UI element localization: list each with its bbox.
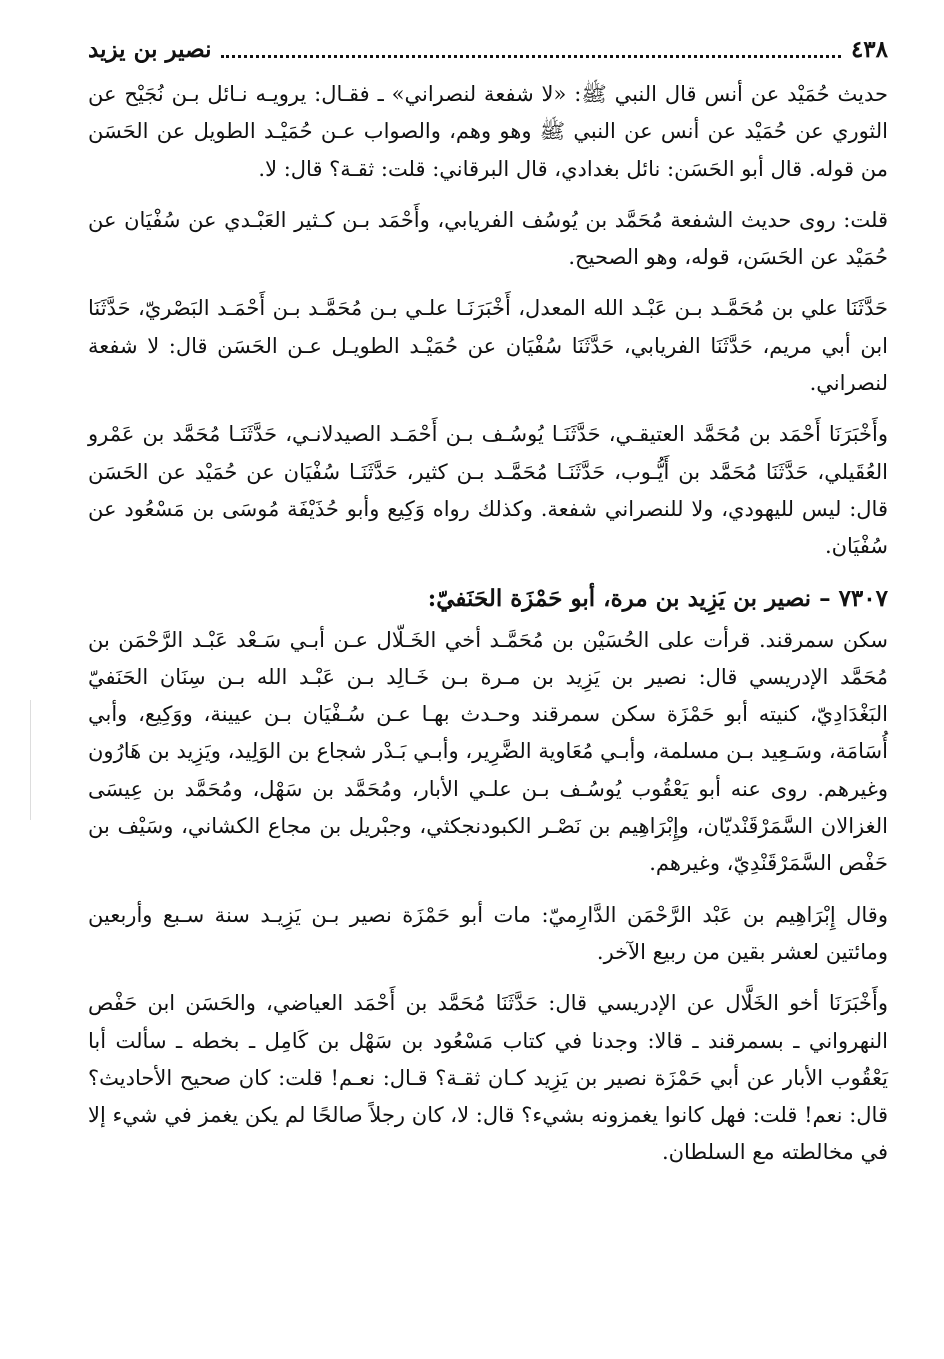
running-title: نصير بن يزيد — [88, 36, 212, 63]
paragraph: حَدَّثَنَا علي بن مُحَمَّـد بـن عَبْـد الله المعدل، أَخْبَرَنَـا علـي بـن مُحَمَّـد بـن أَحْمَـد البَصْريّ، حَدَّثَنَا ابن أبي مريم، حَدَّثَنَا الفريابي، حَدَّثَنَا سُفْيَان عن حُمَيْـد الطويـل عـن الحَسَن قال: لا شفعة لنصراني. — [88, 296, 888, 396]
scan-margin-mark — [30, 700, 31, 820]
header-dotted-leader — [221, 55, 840, 58]
book-page — [88, 30, 888, 1186]
entry-paragraph: سكن سمرقند. قرأت على الحُسَيْن بن مُحَمَّـد أخي الخَـلّال عـن أبـي سَـعْد عَبْـد الرَّحْمَن بن مُحَمَّد الإدريسي قال: نصير بن يَزِيد بن مـرة بـن خَـالِد بـن عَبْـد الله بـن سِنَان الحَنَفيّ البَغْدَادِيّ، كنيته أبو حَمْزَة سكن سمرقند وحـدث بهـا عـن سُـفْيَان بـن عيينة، ووَكِيع، وأبي أُسَامَة، وسَـعِيد بـن مسلمة، وأبـي مُعَاوية الضَّرِير، وأبـي بَـدْر شجاع بن الوَلِيد، ويَزِيد بن هَارُون وغيرهم. روى عنه أبو يَعْقُوب يُوسُـف بـن علـي الأبار، ومُحَمَّد بن سَهْل، ومُحَمَّد بن عِيسَى الغزالان السَّمَرْقَنْديّان، وإِبْرَاهِيم بن نَصْـر الكبودنجكثي، وجبْريل بن مجاع الكشاني، وسَيْف بن حَفْص السَّمَرْقَنْدِيّ، وغيرهم. — [88, 627, 888, 876]
paragraph: قلت: روى حديث الشفعة مُحَمَّد بن يُوسُف الفريابي، وأَحْمَد بـن كـثير العَبْـدي عن سُفْيَان عن حُمَيْد عن الحَسَن، قوله، وهو الصحيح. — [88, 207, 888, 270]
running-header — [88, 30, 888, 70]
entry-heading: ٧٣٠٧ – نصير بن يَزِيد بن مرة، أبو حَمْزَة الحَنَفيّ: — [427, 584, 888, 612]
paragraph: حديث حُمَيْد عن أنس قال النبي ﷺ: «لا شفعة لنصراني» ـ فقـال: يرويـه نـائل بـن نُجَيْح عن الثوري عن حُمَيْد عن أنس عن النبي ﷺ وهو وهم، والصواب عـن حُمَيْـد الطويل عن الحَسَن من قوله. قال أبو الحَسَن: نائل بغدادي، قال البرقاني: قلت: ثقـة؟ قال: لا. — [88, 82, 888, 181]
entry-paragraph: وأَخْبَرَنَا أخو الخَلَّال عن الإدريسي قال: حَدَّثَنَا مُحَمَّد بن أَحْمَد العياضي، والحَسَن ابن حَفْص النهرواني ـ بسمرقند ـ قالا: وجدنا في كتاب مَسْعُود بن سَهْل بن كَامِل ـ بخطه ـ سألت أبا يَعْقُوب الأبار عن أبي حَمْزَة نصير بن يَزِيد كـان ثقـة؟ قـال: نعـم! قلت: كان صحيح الأحاديث؟ قال: نعم! قلت: فهل كانوا يغمزونه بشيء؟ قال: لا، كان رجلاً صالحًا لم يكن يغمز في شيء إلا في مخالطته مع السلطان. — [88, 991, 888, 1165]
page-number: ٤٣٨ — [850, 36, 888, 63]
page-content — [88, 76, 888, 1172]
entry-paragraph: وقال إِبْرَاهِيم بن عَبْد الرَّحْمَن الدَّارِميّ: مات أبو حَمْزَة نصير بـن يَزِيـد سنة سـبع وأربعين ومائتين لعشر بقين من ربيع الآخر. — [88, 902, 888, 964]
paragraph: وأَخْبَرَنَا أَحْمَد بن مُحَمَّد العتيقـي، حَدَّثَنَـا يُوسُـف بـن أَحْمَـد الصيدلانـي، حَدَّثَنَـا مُحَمَّد بن عَمْرو العُقَيلي، حَدَّثَنَا مُحَمَّد بن أَيُّـوب، حَدَّثَنَـا مُحَمَّـد بـن كثير، حَدَّثَنَـا سُفْيَان عن حُمَيْد عن الحَسَن قال: ليس لليهودي، ولا للنصراني شفعة. وكذلك رواه وَكِيع وأبو حُذَيْفَة مُوسَى بن مَسْعُود عن سُفْيَان. — [88, 422, 888, 559]
